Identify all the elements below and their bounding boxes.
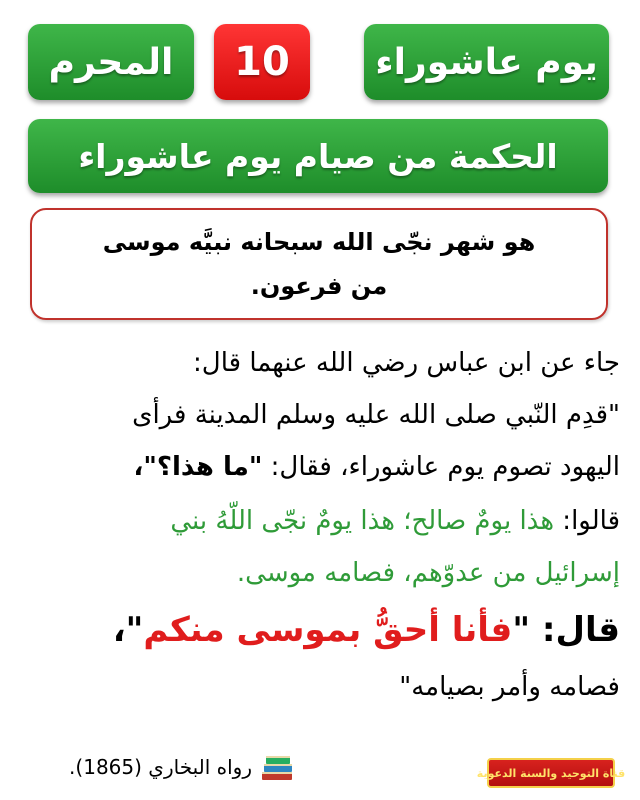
channel-logo-text: قناة التوحيد والسنة الدعوية: [476, 766, 626, 780]
hadith-line-5: [20, 558, 620, 588]
hadith-line-5-text: إسرائيل من عدوّهم، فصامه موسى.: [236, 558, 620, 588]
wisdom-box: [30, 208, 608, 320]
ashura-day-badge: [364, 24, 609, 100]
hadith-line-1-text: جاء عن ابن عباس رضي الله عنهما قال:: [193, 348, 620, 378]
hadith-line-2-text: "قدِم النّبي صلى الله عليه وسلم المدينة فرأى: [132, 400, 620, 430]
ashura-day-text: يوم عاشوراء: [375, 41, 598, 83]
wisdom-line-2: من فرعون.: [250, 272, 388, 300]
hadith-line-7-text: فصامه وأمر بصيامه": [399, 672, 620, 702]
hadith-line-4-quote: هذا يومٌ صالح؛ هذا يومٌ نجّى اللّهُ بني: [170, 506, 555, 536]
hadith-line-2: [20, 400, 620, 430]
hadith-line-6-end: "،: [112, 610, 144, 650]
hadith-line-6: [20, 610, 620, 650]
hadith-line-4: [20, 506, 620, 536]
hadith-line-4-lead: قالوا:: [554, 506, 620, 536]
source-text: رواه البخاري (1865).: [69, 755, 252, 779]
books-icon: [260, 752, 296, 782]
month-text: المحرم: [48, 41, 174, 83]
title-text: الحكمة من صيام يوم عاشوراء: [78, 136, 558, 176]
title-banner: [28, 119, 608, 193]
channel-logo: [476, 758, 626, 788]
hadith-line-7: [20, 672, 620, 702]
day-number-badge: [214, 24, 310, 100]
wisdom-text: [103, 220, 536, 308]
hadith-question-text: "ما هذا؟"،: [133, 452, 263, 482]
hadith-line-3: [20, 452, 620, 482]
day-number-text: 10: [234, 39, 290, 85]
source-citation: [69, 752, 296, 782]
month-badge: [28, 24, 194, 100]
hadith-line-6-lead: قال: ": [512, 610, 620, 650]
hadith-key-quote: فأنا أحقُّ بموسى منكم: [143, 610, 513, 650]
hadith-line-1: [20, 348, 620, 378]
wisdom-line-1: هو شهر نجّى الله سبحانه نبيَّه موسى: [102, 228, 536, 256]
hadith-line-3-text: اليهود تصوم يوم عاشوراء، فقال:: [262, 452, 620, 482]
